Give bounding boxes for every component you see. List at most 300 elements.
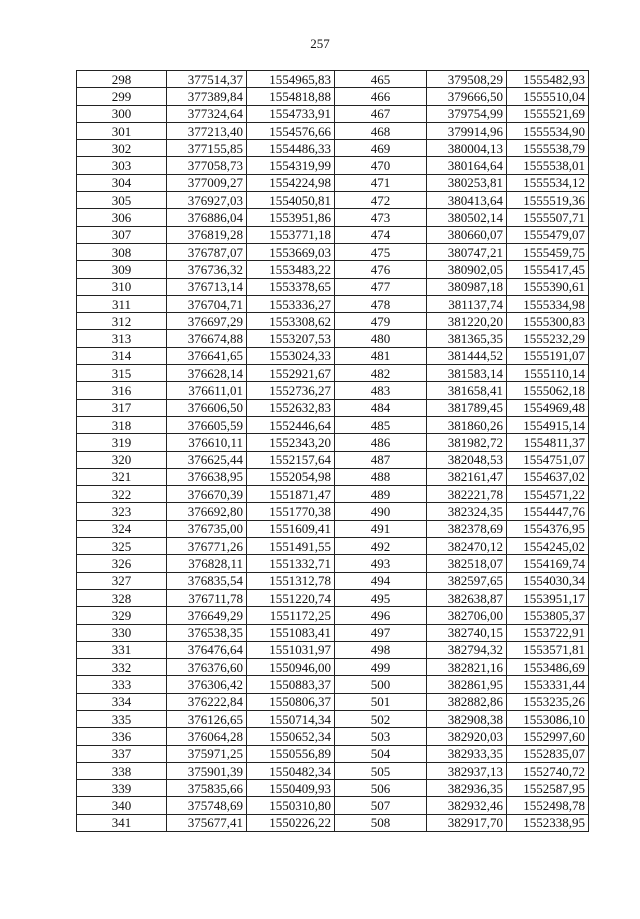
y-coordinate-cell: 1555534,90 (507, 122, 589, 139)
y-coordinate-cell: 1552338,95 (507, 814, 589, 831)
point-number-cell: 496 (335, 607, 427, 624)
x-coordinate-cell: 376704,71 (167, 295, 247, 312)
x-coordinate-cell: 382221,78 (427, 486, 507, 503)
x-coordinate-cell: 381365,35 (427, 330, 507, 347)
y-coordinate-cell: 1552343,20 (247, 434, 335, 451)
point-number-cell: 475 (335, 243, 427, 260)
x-coordinate-cell: 377324,64 (167, 105, 247, 122)
point-number-cell: 329 (77, 607, 167, 624)
table-row (77, 572, 589, 589)
point-number-cell: 483 (335, 382, 427, 399)
x-coordinate-cell: 381137,74 (427, 295, 507, 312)
x-coordinate-cell: 382936,35 (427, 780, 507, 797)
point-number-cell: 494 (335, 572, 427, 589)
x-coordinate-cell: 376306,42 (167, 676, 247, 693)
table-row (77, 174, 589, 191)
point-number-cell: 302 (77, 140, 167, 157)
x-coordinate-cell: 380413,64 (427, 192, 507, 209)
x-coordinate-cell: 376735,00 (167, 520, 247, 537)
x-coordinate-cell: 381444,52 (427, 347, 507, 364)
point-number-cell: 312 (77, 313, 167, 330)
point-number-cell: 482 (335, 365, 427, 382)
y-coordinate-cell: 1554571,22 (507, 486, 589, 503)
table-row (77, 607, 589, 624)
point-number-cell: 468 (335, 122, 427, 139)
point-number-cell: 478 (335, 295, 427, 312)
x-coordinate-cell: 382937,13 (427, 762, 507, 779)
y-coordinate-cell: 1553024,33 (247, 347, 335, 364)
point-number-cell: 336 (77, 728, 167, 745)
y-coordinate-cell: 1553771,18 (247, 226, 335, 243)
point-number-cell: 501 (335, 693, 427, 710)
x-coordinate-cell: 381658,41 (427, 382, 507, 399)
x-coordinate-cell: 376638,95 (167, 468, 247, 485)
table-row (77, 710, 589, 727)
y-coordinate-cell: 1553805,37 (507, 607, 589, 624)
point-number-cell: 486 (335, 434, 427, 451)
y-coordinate-cell: 1550883,37 (247, 676, 335, 693)
y-coordinate-cell: 1554751,07 (507, 451, 589, 468)
table-row (77, 365, 589, 382)
x-coordinate-cell: 376835,54 (167, 572, 247, 589)
y-coordinate-cell: 1553486,69 (507, 659, 589, 676)
coordinates-table (76, 70, 589, 832)
point-number-cell: 465 (335, 71, 427, 88)
table-row (77, 105, 589, 122)
y-coordinate-cell: 1551220,74 (247, 589, 335, 606)
table-row (77, 330, 589, 347)
point-number-cell: 473 (335, 209, 427, 226)
point-number-cell: 505 (335, 762, 427, 779)
table-row (77, 140, 589, 157)
y-coordinate-cell: 1555459,75 (507, 243, 589, 260)
point-number-cell: 341 (77, 814, 167, 831)
point-number-cell: 480 (335, 330, 427, 347)
y-coordinate-cell: 1552446,64 (247, 416, 335, 433)
y-coordinate-cell: 1552587,95 (507, 780, 589, 797)
x-coordinate-cell: 377389,84 (167, 88, 247, 105)
table-row (77, 434, 589, 451)
y-coordinate-cell: 1555232,29 (507, 330, 589, 347)
point-number-cell: 322 (77, 486, 167, 503)
x-coordinate-cell: 376641,65 (167, 347, 247, 364)
x-coordinate-cell: 375971,25 (167, 745, 247, 762)
table-row (77, 71, 589, 88)
point-number-cell: 315 (77, 365, 167, 382)
point-number-cell: 305 (77, 192, 167, 209)
x-coordinate-cell: 381982,72 (427, 434, 507, 451)
y-coordinate-cell: 1555334,98 (507, 295, 589, 312)
y-coordinate-cell: 1553669,03 (247, 243, 335, 260)
point-number-cell: 470 (335, 157, 427, 174)
x-coordinate-cell: 375901,39 (167, 762, 247, 779)
point-number-cell: 314 (77, 347, 167, 364)
y-coordinate-cell: 1554447,76 (507, 503, 589, 520)
x-coordinate-cell: 376886,04 (167, 209, 247, 226)
x-coordinate-cell: 376610,11 (167, 434, 247, 451)
x-coordinate-cell: 382597,65 (427, 572, 507, 589)
x-coordinate-cell: 382932,46 (427, 797, 507, 814)
y-coordinate-cell: 1555538,01 (507, 157, 589, 174)
x-coordinate-cell: 376927,03 (167, 192, 247, 209)
point-number-cell: 337 (77, 745, 167, 762)
y-coordinate-cell: 1553207,53 (247, 330, 335, 347)
x-coordinate-cell: 382706,00 (427, 607, 507, 624)
x-coordinate-cell: 376649,29 (167, 607, 247, 624)
x-coordinate-cell: 379666,50 (427, 88, 507, 105)
point-number-cell: 328 (77, 589, 167, 606)
y-coordinate-cell: 1554245,02 (507, 538, 589, 555)
x-coordinate-cell: 376376,60 (167, 659, 247, 676)
y-coordinate-cell: 1554969,48 (507, 399, 589, 416)
y-coordinate-cell: 1553571,81 (507, 641, 589, 658)
y-coordinate-cell: 1554376,95 (507, 520, 589, 537)
point-number-cell: 504 (335, 745, 427, 762)
x-coordinate-cell: 382933,35 (427, 745, 507, 762)
point-number-cell: 479 (335, 313, 427, 330)
point-number-cell: 301 (77, 122, 167, 139)
point-number-cell: 318 (77, 416, 167, 433)
x-coordinate-cell: 376787,07 (167, 243, 247, 260)
table-row (77, 745, 589, 762)
y-coordinate-cell: 1551083,41 (247, 624, 335, 641)
point-number-cell: 313 (77, 330, 167, 347)
y-coordinate-cell: 1554224,98 (247, 174, 335, 191)
y-coordinate-cell: 1555300,83 (507, 313, 589, 330)
x-coordinate-cell: 382518,07 (427, 555, 507, 572)
y-coordinate-cell: 1552740,72 (507, 762, 589, 779)
table-row (77, 520, 589, 537)
point-number-cell: 340 (77, 797, 167, 814)
y-coordinate-cell: 1555507,71 (507, 209, 589, 226)
point-number-cell: 307 (77, 226, 167, 243)
x-coordinate-cell: 376771,26 (167, 538, 247, 555)
x-coordinate-cell: 382917,70 (427, 814, 507, 831)
table-row (77, 382, 589, 399)
y-coordinate-cell: 1555417,45 (507, 261, 589, 278)
table-row (77, 693, 589, 710)
x-coordinate-cell: 382378,69 (427, 520, 507, 537)
y-coordinate-cell: 1552498,78 (507, 797, 589, 814)
y-coordinate-cell: 1551491,55 (247, 538, 335, 555)
x-coordinate-cell: 381860,26 (427, 416, 507, 433)
x-coordinate-cell: 376828,11 (167, 555, 247, 572)
x-coordinate-cell: 379754,99 (427, 105, 507, 122)
y-coordinate-cell: 1553336,27 (247, 295, 335, 312)
x-coordinate-cell: 380902,05 (427, 261, 507, 278)
table-row (77, 347, 589, 364)
x-coordinate-cell: 376606,50 (167, 399, 247, 416)
x-coordinate-cell: 377155,85 (167, 140, 247, 157)
y-coordinate-cell: 1553722,91 (507, 624, 589, 641)
y-coordinate-cell: 1551871,47 (247, 486, 335, 503)
point-number-cell: 309 (77, 261, 167, 278)
y-coordinate-cell: 1554733,91 (247, 105, 335, 122)
point-number-cell: 306 (77, 209, 167, 226)
point-number-cell: 507 (335, 797, 427, 814)
y-coordinate-cell: 1553235,26 (507, 693, 589, 710)
point-number-cell: 339 (77, 780, 167, 797)
y-coordinate-cell: 1555510,04 (507, 88, 589, 105)
table-row (77, 88, 589, 105)
x-coordinate-cell: 377058,73 (167, 157, 247, 174)
x-coordinate-cell: 380502,14 (427, 209, 507, 226)
x-coordinate-cell: 375677,41 (167, 814, 247, 831)
x-coordinate-cell: 375748,69 (167, 797, 247, 814)
y-coordinate-cell: 1554030,34 (507, 572, 589, 589)
table-row (77, 780, 589, 797)
table-row (77, 468, 589, 485)
y-coordinate-cell: 1554811,37 (507, 434, 589, 451)
x-coordinate-cell: 376670,39 (167, 486, 247, 503)
y-coordinate-cell: 1554576,66 (247, 122, 335, 139)
coordinates-table-body (77, 71, 589, 832)
point-number-cell: 490 (335, 503, 427, 520)
point-number-cell: 310 (77, 278, 167, 295)
table-row (77, 122, 589, 139)
table-row (77, 797, 589, 814)
point-number-cell: 491 (335, 520, 427, 537)
point-number-cell: 303 (77, 157, 167, 174)
x-coordinate-cell: 377009,27 (167, 174, 247, 191)
y-coordinate-cell: 1551172,25 (247, 607, 335, 624)
y-coordinate-cell: 1555191,07 (507, 347, 589, 364)
y-coordinate-cell: 1554637,02 (507, 468, 589, 485)
point-number-cell: 300 (77, 105, 167, 122)
table-row (77, 451, 589, 468)
x-coordinate-cell: 376222,84 (167, 693, 247, 710)
x-coordinate-cell: 375835,66 (167, 780, 247, 797)
x-coordinate-cell: 376713,14 (167, 278, 247, 295)
y-coordinate-cell: 1554486,33 (247, 140, 335, 157)
y-coordinate-cell: 1554169,74 (507, 555, 589, 572)
x-coordinate-cell: 377514,37 (167, 71, 247, 88)
y-coordinate-cell: 1550482,34 (247, 762, 335, 779)
point-number-cell: 484 (335, 399, 427, 416)
table-row (77, 589, 589, 606)
x-coordinate-cell: 380660,07 (427, 226, 507, 243)
point-number-cell: 298 (77, 71, 167, 88)
point-number-cell: 299 (77, 88, 167, 105)
point-number-cell: 332 (77, 659, 167, 676)
table-row (77, 261, 589, 278)
point-number-cell: 319 (77, 434, 167, 451)
table-row (77, 209, 589, 226)
x-coordinate-cell: 381583,14 (427, 365, 507, 382)
point-number-cell: 495 (335, 589, 427, 606)
point-number-cell: 469 (335, 140, 427, 157)
y-coordinate-cell: 1554319,99 (247, 157, 335, 174)
x-coordinate-cell: 376711,78 (167, 589, 247, 606)
y-coordinate-cell: 1552632,83 (247, 399, 335, 416)
y-coordinate-cell: 1553086,10 (507, 710, 589, 727)
point-number-cell: 503 (335, 728, 427, 745)
point-number-cell: 502 (335, 710, 427, 727)
table-row (77, 503, 589, 520)
table-row (77, 728, 589, 745)
x-coordinate-cell: 376819,28 (167, 226, 247, 243)
x-coordinate-cell: 381789,45 (427, 399, 507, 416)
x-coordinate-cell: 376611,01 (167, 382, 247, 399)
point-number-cell: 467 (335, 105, 427, 122)
table-row (77, 416, 589, 433)
point-number-cell: 321 (77, 468, 167, 485)
point-number-cell: 493 (335, 555, 427, 572)
y-coordinate-cell: 1554050,81 (247, 192, 335, 209)
x-coordinate-cell: 376538,35 (167, 624, 247, 641)
x-coordinate-cell: 382324,35 (427, 503, 507, 520)
table-row (77, 659, 589, 676)
point-number-cell: 323 (77, 503, 167, 520)
x-coordinate-cell: 376628,14 (167, 365, 247, 382)
x-coordinate-cell: 376736,32 (167, 261, 247, 278)
y-coordinate-cell: 1553951,86 (247, 209, 335, 226)
x-coordinate-cell: 376476,64 (167, 641, 247, 658)
point-number-cell: 474 (335, 226, 427, 243)
x-coordinate-cell: 376605,59 (167, 416, 247, 433)
y-coordinate-cell: 1551312,78 (247, 572, 335, 589)
point-number-cell: 466 (335, 88, 427, 105)
x-coordinate-cell: 376692,80 (167, 503, 247, 520)
point-number-cell: 304 (77, 174, 167, 191)
x-coordinate-cell: 382920,03 (427, 728, 507, 745)
x-coordinate-cell: 380253,81 (427, 174, 507, 191)
point-number-cell: 477 (335, 278, 427, 295)
x-coordinate-cell: 382048,53 (427, 451, 507, 468)
y-coordinate-cell: 1551770,38 (247, 503, 335, 520)
point-number-cell: 335 (77, 710, 167, 727)
point-number-cell: 327 (77, 572, 167, 589)
x-coordinate-cell: 381220,20 (427, 313, 507, 330)
y-coordinate-cell: 1550310,80 (247, 797, 335, 814)
point-number-cell: 324 (77, 520, 167, 537)
point-number-cell: 308 (77, 243, 167, 260)
x-coordinate-cell: 379508,29 (427, 71, 507, 88)
y-coordinate-cell: 1555521,69 (507, 105, 589, 122)
table-row (77, 641, 589, 658)
table-row (77, 226, 589, 243)
table-row (77, 192, 589, 209)
y-coordinate-cell: 1555062,18 (507, 382, 589, 399)
y-coordinate-cell: 1550226,22 (247, 814, 335, 831)
table-row (77, 243, 589, 260)
y-coordinate-cell: 1553483,22 (247, 261, 335, 278)
point-number-cell: 498 (335, 641, 427, 658)
point-number-cell: 331 (77, 641, 167, 658)
y-coordinate-cell: 1552835,07 (507, 745, 589, 762)
table-row (77, 624, 589, 641)
point-number-cell: 499 (335, 659, 427, 676)
y-coordinate-cell: 1555538,79 (507, 140, 589, 157)
table-row (77, 486, 589, 503)
y-coordinate-cell: 1550806,37 (247, 693, 335, 710)
y-coordinate-cell: 1550946,00 (247, 659, 335, 676)
x-coordinate-cell: 382882,86 (427, 693, 507, 710)
y-coordinate-cell: 1552054,98 (247, 468, 335, 485)
page-number: 257 (310, 36, 330, 51)
x-coordinate-cell: 376697,29 (167, 313, 247, 330)
y-coordinate-cell: 1555390,61 (507, 278, 589, 295)
x-coordinate-cell: 380164,64 (427, 157, 507, 174)
y-coordinate-cell: 1553951,17 (507, 589, 589, 606)
y-coordinate-cell: 1555482,93 (507, 71, 589, 88)
y-coordinate-cell: 1552997,60 (507, 728, 589, 745)
point-number-cell: 508 (335, 814, 427, 831)
y-coordinate-cell: 1553378,65 (247, 278, 335, 295)
point-number-cell: 316 (77, 382, 167, 399)
y-coordinate-cell: 1555479,07 (507, 226, 589, 243)
y-coordinate-cell: 1552921,67 (247, 365, 335, 382)
x-coordinate-cell: 376674,88 (167, 330, 247, 347)
point-number-cell: 334 (77, 693, 167, 710)
x-coordinate-cell: 379914,96 (427, 122, 507, 139)
x-coordinate-cell: 377213,40 (167, 122, 247, 139)
y-coordinate-cell: 1552157,64 (247, 451, 335, 468)
table-row (77, 555, 589, 572)
point-number-cell: 488 (335, 468, 427, 485)
table-row (77, 676, 589, 693)
y-coordinate-cell: 1555534,12 (507, 174, 589, 191)
x-coordinate-cell: 376126,65 (167, 710, 247, 727)
point-number-cell: 500 (335, 676, 427, 693)
point-number-cell: 481 (335, 347, 427, 364)
point-number-cell: 326 (77, 555, 167, 572)
point-number-cell: 506 (335, 780, 427, 797)
table-row (77, 313, 589, 330)
point-number-cell: 333 (77, 676, 167, 693)
x-coordinate-cell: 382821,16 (427, 659, 507, 676)
y-coordinate-cell: 1555519,36 (507, 192, 589, 209)
x-coordinate-cell: 382638,87 (427, 589, 507, 606)
point-number-cell: 472 (335, 192, 427, 209)
point-number-cell: 317 (77, 399, 167, 416)
x-coordinate-cell: 376064,28 (167, 728, 247, 745)
point-number-cell: 325 (77, 538, 167, 555)
point-number-cell: 338 (77, 762, 167, 779)
y-coordinate-cell: 1554915,14 (507, 416, 589, 433)
y-coordinate-cell: 1551332,71 (247, 555, 335, 572)
point-number-cell: 330 (77, 624, 167, 641)
x-coordinate-cell: 382861,95 (427, 676, 507, 693)
y-coordinate-cell: 1555110,14 (507, 365, 589, 382)
x-coordinate-cell: 382794,32 (427, 641, 507, 658)
table-row (77, 295, 589, 312)
y-coordinate-cell: 1551609,41 (247, 520, 335, 537)
y-coordinate-cell: 1554965,83 (247, 71, 335, 88)
table-row (77, 762, 589, 779)
x-coordinate-cell: 382161,47 (427, 468, 507, 485)
table-row (77, 157, 589, 174)
point-number-cell: 320 (77, 451, 167, 468)
x-coordinate-cell: 382740,15 (427, 624, 507, 641)
point-number-cell: 311 (77, 295, 167, 312)
point-number-cell: 487 (335, 451, 427, 468)
y-coordinate-cell: 1553308,62 (247, 313, 335, 330)
point-number-cell: 476 (335, 261, 427, 278)
y-coordinate-cell: 1550652,34 (247, 728, 335, 745)
table-row (77, 278, 589, 295)
y-coordinate-cell: 1550714,34 (247, 710, 335, 727)
x-coordinate-cell: 382470,12 (427, 538, 507, 555)
y-coordinate-cell: 1550556,89 (247, 745, 335, 762)
table-row (77, 538, 589, 555)
y-coordinate-cell: 1554818,88 (247, 88, 335, 105)
point-number-cell: 497 (335, 624, 427, 641)
x-coordinate-cell: 376625,44 (167, 451, 247, 468)
point-number-cell: 485 (335, 416, 427, 433)
point-number-cell: 489 (335, 486, 427, 503)
x-coordinate-cell: 380004,13 (427, 140, 507, 157)
